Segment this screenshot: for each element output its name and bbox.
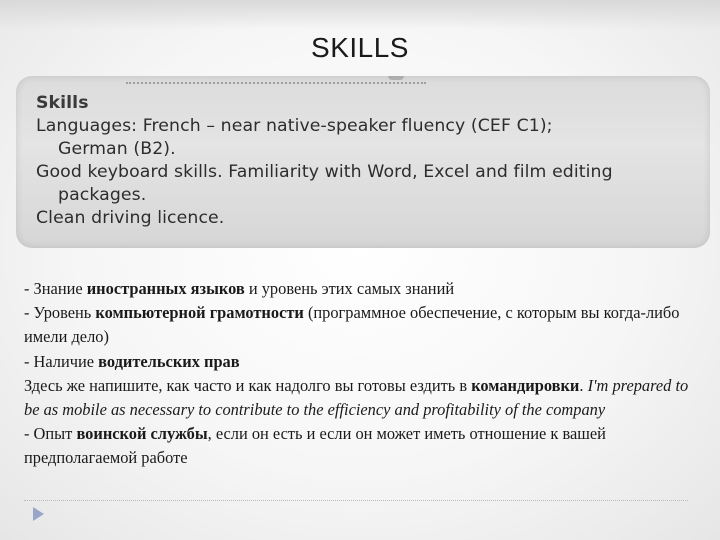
text: - Знание xyxy=(24,279,87,298)
text: (программное обеспечение, с которым вы когда-либо имели дело) xyxy=(24,303,680,347)
body-driving xyxy=(24,350,700,374)
emphasis: компьютерной грамотности xyxy=(95,303,304,323)
top-shadow xyxy=(0,0,720,30)
body-military xyxy=(24,422,700,470)
body-computer xyxy=(24,301,700,349)
slide-title: SKILLS xyxy=(311,32,409,63)
text: - Опыт xyxy=(24,424,77,444)
text: , если он есть и если он может иметь отношение к вашей предполагаемой работе xyxy=(24,424,606,468)
example-phrase: I'm prepared to be as mobile as necessary to contribute to the efficiency and profitability of the company xyxy=(24,375,689,420)
cv-line-licence: Clean driving licence. xyxy=(36,208,225,228)
body-travel xyxy=(24,374,700,422)
cv-excerpt-image xyxy=(16,76,710,248)
text: и уровень этих самых знаний xyxy=(244,279,455,298)
cv-excerpt-text xyxy=(36,92,706,230)
cv-line-languages: Languages: French – near native-speaker fluency (CEF C1); xyxy=(36,116,553,136)
body-languages xyxy=(24,277,700,301)
text: - Наличие xyxy=(24,351,99,371)
cv-line-keyboard: Good keyboard skills. Familiarity with Word, Excel and film editing xyxy=(36,162,613,182)
slide-body xyxy=(24,277,700,471)
cv-line-packages: packages. xyxy=(58,185,147,205)
emphasis: иностранных языков xyxy=(86,279,245,298)
next-slide-arrow-icon[interactable] xyxy=(33,507,44,521)
emphasis: водительских прав xyxy=(98,351,240,371)
bleed-through-text xyxy=(126,76,426,84)
text: - Уровень xyxy=(24,303,96,323)
cv-line-german: German (B2). xyxy=(58,139,176,159)
cv-skills-heading: Skills xyxy=(36,93,89,113)
footer-divider xyxy=(24,500,688,501)
text: . xyxy=(579,375,588,395)
emphasis: воинской службы xyxy=(76,424,208,444)
bleed-through-mark xyxy=(388,76,404,80)
emphasis: командировки xyxy=(471,375,580,395)
text: Здесь же напишите, как часто и как надолго вы готовы ездить в xyxy=(24,375,472,395)
